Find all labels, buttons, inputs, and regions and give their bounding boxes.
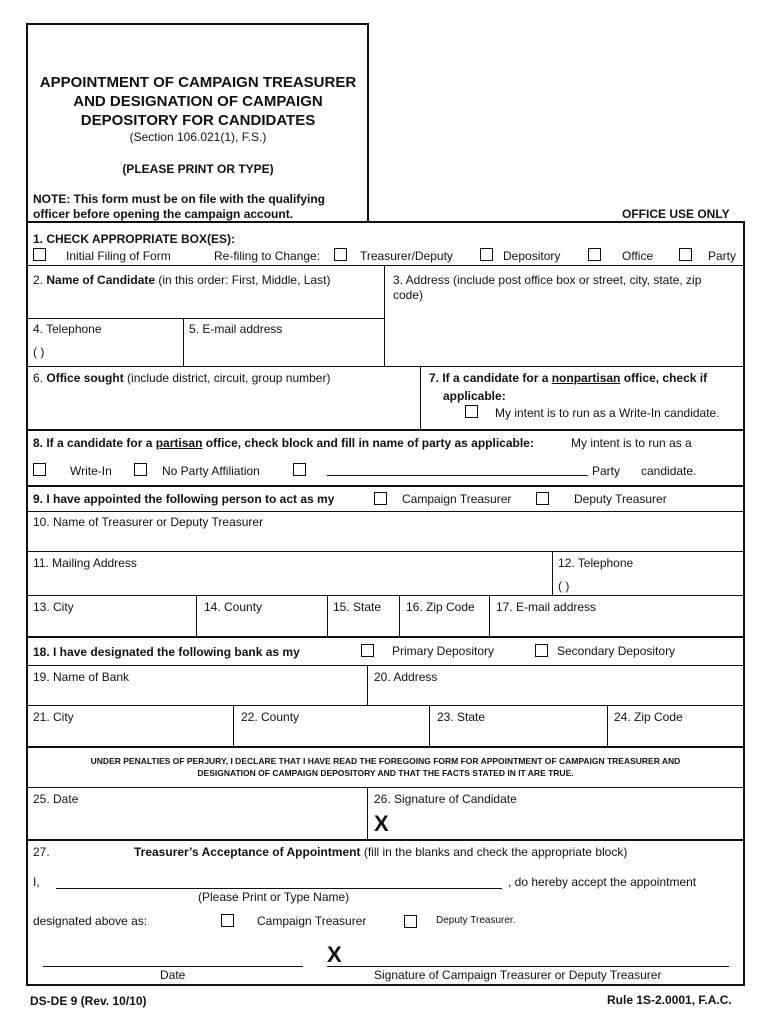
section-2-bold: Name of Candidate [46, 273, 156, 287]
nonpartisan-underline: nonpartisan [551, 371, 621, 385]
mailing-address-field[interactable]: 11. Mailing Address [33, 556, 137, 570]
treasurer-date-input[interactable] [43, 966, 303, 967]
address-field-line-2: code) [393, 288, 424, 302]
candidate-signature-x: X [374, 811, 389, 836]
section-1-label: 1. CHECK APPROPRIATE BOX(ES): [33, 232, 236, 246]
office-sought-field[interactable] [33, 371, 330, 385]
section-27-number: 27. [33, 845, 50, 859]
section-8-post: office, check block and fill in name of party as applicable: [205, 436, 534, 450]
designated-label: designated above as: [33, 914, 148, 928]
candidate-signature-field[interactable]: 26. Signature of Candidate [374, 792, 517, 806]
bank-address-field[interactable]: 20. Address [374, 670, 438, 684]
treasurer-name-field[interactable]: 10. Name of Treasurer or Deputy Treasurer [33, 515, 264, 529]
perjury-statement-line-2: DESIGNATION OF CAMPAIGN DEPOSITORY AND THAT THE FACTS STATED IN IT ARE TRUE. [197, 768, 574, 778]
bank-state-field[interactable]: 23. State [437, 710, 486, 724]
change-treasurer-deputy-label: Treasurer/Deputy [360, 249, 453, 263]
deputy-treasurer-label: Deputy Treasurer [574, 492, 667, 506]
section-2-number: 2. [33, 273, 44, 287]
section-9-label: 9. I have appointed the following person to act as my [33, 492, 335, 506]
treasurer-date-caption: Date [160, 968, 186, 982]
treasurer-telephone-field[interactable]: 12. Telephone [558, 556, 634, 570]
partisan-writein-checkbox[interactable] [33, 463, 46, 476]
office-use-only: OFFICE USE ONLY [622, 207, 730, 221]
treasurer-signature-input[interactable] [327, 966, 729, 967]
change-depository-label: Depository [503, 249, 561, 263]
bank-zip-field[interactable]: 24. Zip Code [614, 710, 683, 724]
form-title-line-2: AND DESIGNATION OF CAMPAIGN [73, 93, 323, 110]
no-party-affiliation-label: No Party Affiliation [162, 464, 260, 478]
change-treasurer-deputy-checkbox[interactable] [334, 248, 347, 261]
section-7-pre: 7. If a candidate for a [429, 371, 549, 385]
partisan-underline: partisan [155, 436, 203, 450]
print-name-caption: (Please Print or Type Name) [198, 890, 350, 904]
bank-city-field[interactable]: 21. City [33, 710, 74, 724]
perjury-statement-line-1: UNDER PENALTIES OF PERJURY, I DECLARE THAT I HAVE READ THE FOREGOING FORM FOR APPOINTMENT OF CAMPAIGN TREASURER AND [90, 756, 681, 766]
candidate-name-field[interactable] [33, 273, 330, 287]
candidate-label: candidate. [641, 464, 697, 478]
treasurer-zip-field[interactable]: 16. Zip Code [406, 600, 475, 614]
note-line-1: NOTE: This form must be on file with the qualifying [33, 192, 326, 206]
section-7-post: office, check if [623, 371, 708, 385]
accept-deputy-treasurer-checkbox[interactable] [404, 915, 417, 928]
accept-appointment-text: , do hereby accept the appointment [508, 875, 697, 889]
section-2-hint: (in this order: First, Middle, Last) [158, 273, 331, 287]
party-name-input[interactable] [327, 475, 588, 476]
treasurer-printed-name-input[interactable] [56, 888, 502, 889]
section-6-number: 6. [33, 371, 44, 385]
accept-campaign-treasurer-label: Campaign Treasurer [257, 914, 367, 928]
initial-filing-label: Initial Filing of Form [66, 249, 171, 263]
treasurer-state-field[interactable]: 15. State [333, 600, 382, 614]
section-6-hint: (include district, circuit, group number) [127, 371, 331, 385]
treasurer-signature-caption: Signature of Campaign Treasurer or Deputy Treasurer [374, 968, 662, 982]
refiling-label: Re-filing to Change: [214, 249, 321, 263]
telephone-field[interactable]: 4. Telephone [33, 322, 102, 336]
campaign-treasurer-label: Campaign Treasurer [402, 492, 512, 506]
email-field[interactable]: 5. E-mail address [189, 322, 283, 336]
section-27-hint: (fill in the blanks and check the appropriate block) [363, 845, 628, 859]
section-27-title [134, 845, 627, 859]
nonpartisan-writein-label: My intent is to run as a Write-In candidate. [495, 406, 720, 420]
partisan-writein-label: Write-In [70, 464, 112, 478]
primary-depository-label: Primary Depository [392, 644, 495, 658]
party-label: Party [592, 464, 621, 478]
change-party-checkbox[interactable] [679, 248, 692, 261]
bank-name-field[interactable]: 19. Name of Bank [33, 670, 130, 684]
section-8-pre: 8. If a candidate for a [33, 436, 153, 450]
secondary-depository-checkbox[interactable] [535, 644, 548, 657]
form-number: DS-DE 9 (Rev. 10/10) [30, 994, 147, 1008]
rule-reference: Rule 1S-2.0001, F.A.C. [607, 993, 732, 1007]
section-18-label: 18. I have designated the following bank as my [33, 645, 300, 659]
party-checkbox[interactable] [293, 463, 306, 476]
primary-depository-checkbox[interactable] [361, 644, 374, 657]
i-label: I, [33, 875, 40, 889]
deputy-treasurer-checkbox[interactable] [536, 492, 549, 505]
accept-deputy-treasurer-label: Deputy Treasurer. [436, 915, 516, 926]
treasurer-county-field[interactable]: 14. County [204, 600, 263, 614]
note-line-2: officer before opening the campaign account. [33, 207, 294, 221]
no-party-affiliation-checkbox[interactable] [134, 463, 147, 476]
secondary-depository-label: Secondary Depository [557, 644, 676, 658]
bank-county-field[interactable]: 22. County [241, 710, 300, 724]
form-body [26, 221, 745, 986]
section-7-label [429, 371, 707, 385]
section-8-label [33, 436, 534, 450]
section-8-intent: My intent is to run as a [571, 436, 692, 450]
section-6-bold: Office sought [46, 371, 124, 385]
address-field-line-1[interactable]: 3. Address (include post office box or street, city, state, zip [393, 273, 702, 287]
change-depository-checkbox[interactable] [480, 248, 493, 261]
section-7-applicable: applicable: [443, 389, 506, 403]
treasurer-email-field[interactable]: 17. E-mail address [496, 600, 597, 614]
print-instruction: (PLEASE PRINT OR TYPE) [122, 162, 274, 176]
initial-filing-checkbox[interactable] [33, 248, 46, 261]
campaign-treasurer-checkbox[interactable] [374, 492, 387, 505]
treasurer-city-field[interactable]: 13. City [33, 600, 74, 614]
telephone-area-code: ( ) [33, 345, 45, 359]
form-title-line-1: APPOINTMENT OF CAMPAIGN TREASURER [39, 74, 357, 91]
treasurer-telephone-area: ( ) [558, 579, 570, 593]
change-office-label: Office [622, 249, 654, 263]
date-field[interactable]: 25. Date [33, 792, 79, 806]
nonpartisan-writein-checkbox[interactable] [465, 405, 478, 418]
accept-campaign-treasurer-checkbox[interactable] [221, 914, 234, 927]
treasurer-signature-x: X [327, 942, 342, 967]
change-office-checkbox[interactable] [588, 248, 601, 261]
section-27-bold: Treasurer’s Acceptance of Appointment [134, 845, 361, 859]
form-title-line-3: DEPOSITORY FOR CANDIDATES [80, 112, 316, 129]
change-party-label: Party [708, 249, 737, 263]
statute-reference: (Section 106.021(1), F.S.) [129, 130, 267, 144]
